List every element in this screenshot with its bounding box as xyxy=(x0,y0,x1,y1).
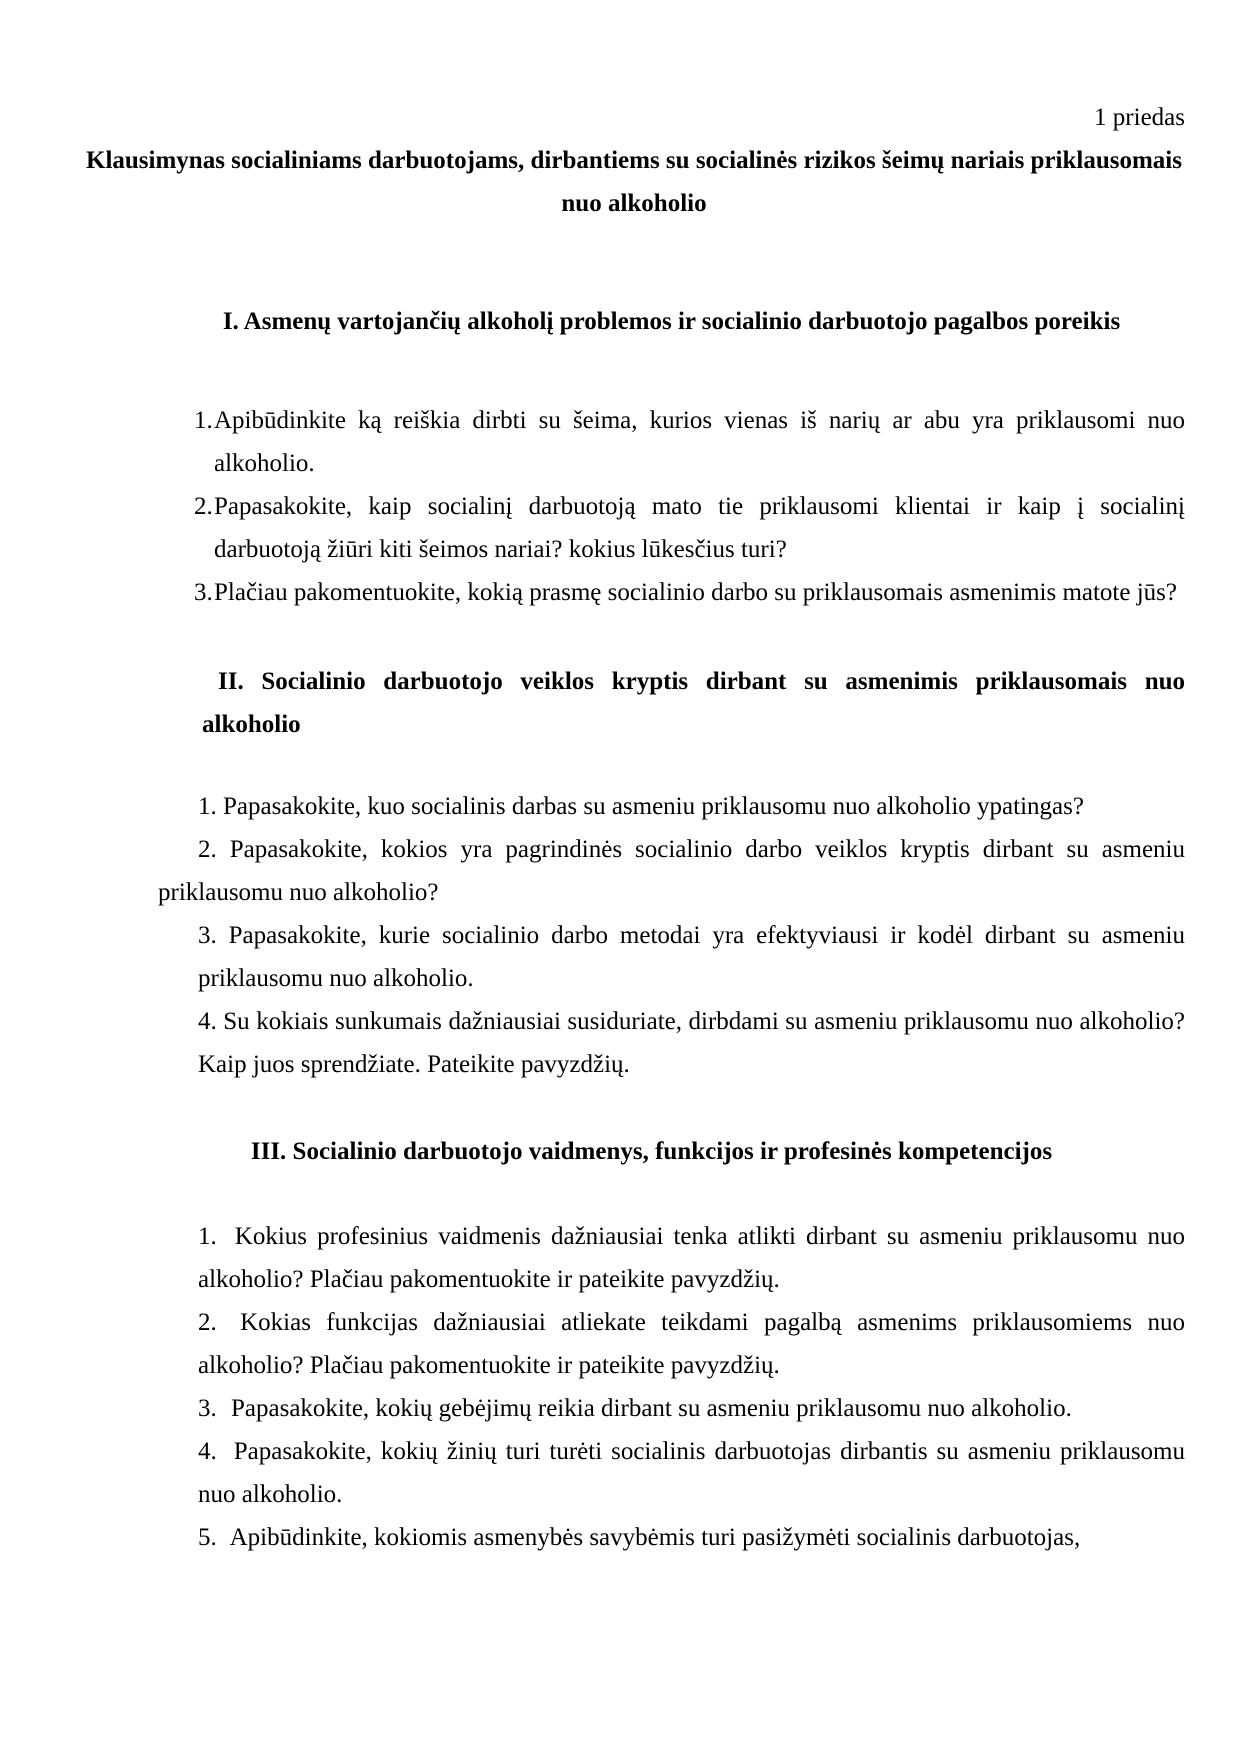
section-3-heading: III. Socialinio darbuotojo vaidmenys, funkcijos ir profesinės kompetencijos xyxy=(250,1138,1053,1165)
question-text: Su kokiais sunkumais dažniausiai susiduriate, dirbdami su asmeniu priklausomu nuo alkoholio? Kaip juos sprendžiate. Pateikite pavyzdžių. xyxy=(198,1008,1185,1078)
question-text: Papasakokite, kokios yra pagrindinės socialinio darbo veiklos kryptis dirbant su asmeniu priklausomu nuo alkoholio? xyxy=(158,836,1186,906)
question-item xyxy=(198,1000,1185,1086)
question-text: Papasakokite, kaip socialinį darbuotoją mato tie priklausomi klientai ir kaip į socialinį darbuotoją žiūri kiti šeimos nariai? kokius lūkesčius turi? xyxy=(214,493,1185,563)
question-number: 1. xyxy=(198,1223,217,1250)
question-text: Apibūdinkite ką reiškia dirbti su šeima, kurios vienas iš narių ar abu yra priklausomi nuo alkoholio. xyxy=(214,407,1185,477)
question-text: Papasakokite, kokių žinių turi turėti socialinis darbuotojas dirbantis su asmeniu priklausomu nuo alkoholio. xyxy=(198,1438,1185,1508)
section-1 xyxy=(158,300,1185,614)
question-item xyxy=(158,828,1185,914)
question-number: 3. xyxy=(194,579,213,606)
section-3 xyxy=(158,1130,1185,1559)
question-item xyxy=(194,399,1185,485)
question-text: Kokias funkcijas dažniausiai atliekate teikdami pagalbą asmenims priklausomiems nuo alkoholio? Plačiau pakomentuokite ir pateikite pavyzdžių. xyxy=(198,1309,1185,1379)
document-title: Klausimynas socialiniams darbuotojams, dirbantiems su socialinės rizikos šeimų nariais priklausomais nuo alkoholio xyxy=(86,147,1182,217)
question-text: Papasakokite, kuo socialinis darbas su asmeniu priklausomu nuo alkoholio ypatingas? xyxy=(223,793,1084,820)
question-text: Kokius profesinius vaidmenis dažniausiai tenka atlikti dirbant su asmeniu priklausomu nuo alkoholio? Plačiau pakomentuokite ir pateikite pavyzdžių. xyxy=(198,1223,1186,1293)
section-3-questions xyxy=(158,1215,1185,1559)
question-number: 4. xyxy=(198,1008,217,1035)
section-2-heading: II. Socialinio darbuotojo veiklos kryptis dirbant su asmenimis priklausomais nuo alkoholio xyxy=(202,668,1185,738)
section-1-questions xyxy=(158,399,1185,614)
question-number: 4. xyxy=(198,1438,217,1465)
question-item xyxy=(198,1516,1185,1559)
question-number: 3. xyxy=(198,1395,217,1422)
question-text: Apibūdinkite, kokiomis asmenybės savybėmis turi pasižymėti socialinis darbuotojas, xyxy=(229,1524,1081,1551)
question-number: 1. xyxy=(194,407,213,434)
question-number: 2. xyxy=(198,1309,217,1336)
question-number: 5. xyxy=(198,1524,217,1551)
section-2 xyxy=(158,660,1185,1086)
section-1-heading: I. Asmenų vartojančių alkoholį problemos ir socialinio darbuotojo pagalbos poreikis xyxy=(222,308,1121,335)
question-item xyxy=(194,485,1185,571)
section-2-questions xyxy=(158,785,1185,1086)
question-item xyxy=(198,1301,1185,1387)
annex-label: 1 priedas xyxy=(1094,104,1185,131)
question-number: 2. xyxy=(194,493,213,520)
question-text: Papasakokite, kurie socialinio darbo metodai yra efektyviausi ir kodėl dirbant su asmeniu priklausomu nuo alkoholio. xyxy=(198,922,1186,992)
question-number: 1. xyxy=(198,793,217,820)
question-item xyxy=(198,1387,1185,1430)
question-item xyxy=(198,1215,1185,1301)
question-number: 2. xyxy=(198,836,217,863)
question-text: Plačiau pakomentuokite, kokią prasmę socialinio darbo su priklausomais asmenimis matote jūs? xyxy=(214,579,1177,606)
question-item xyxy=(198,1430,1185,1516)
question-item xyxy=(158,785,1185,828)
question-number: 3. xyxy=(198,922,217,949)
question-item xyxy=(194,571,1185,614)
question-item xyxy=(198,914,1185,1000)
question-text: Papasakokite, kokių gebėjimų reikia dirbant su asmeniu priklausomu nuo alkoholio. xyxy=(231,1395,1072,1422)
